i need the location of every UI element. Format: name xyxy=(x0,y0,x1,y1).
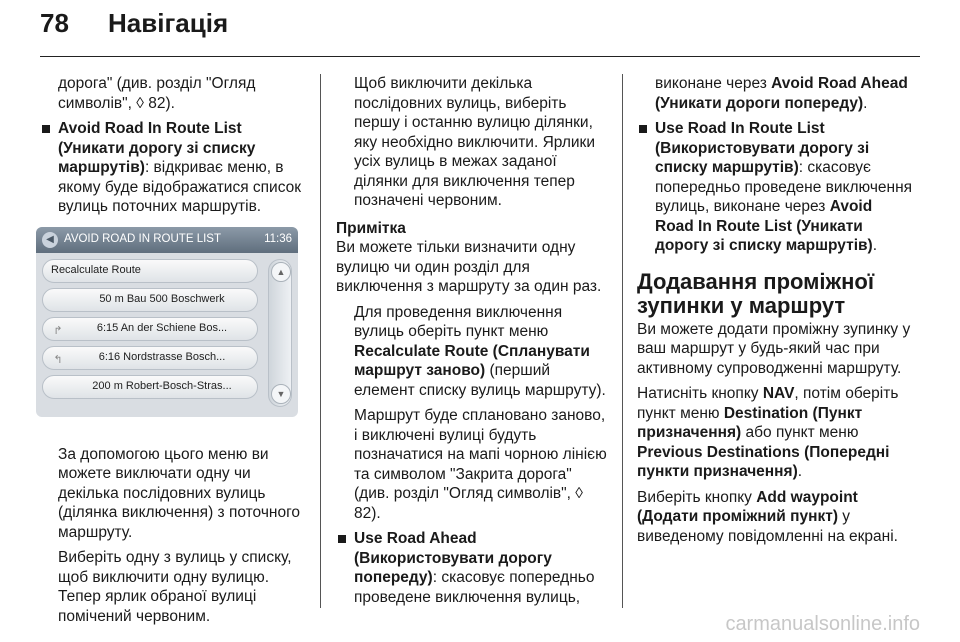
column-2 xyxy=(336,74,608,613)
text-span: Для проведення виключення вулиць оберіть пункт меню xyxy=(354,303,563,340)
list-item-label: 50 m Bau 500 Boschwerk xyxy=(99,292,225,305)
bullet-text: : відкриває меню, в якому буде відображатися список вулиць поточних маршрутів. xyxy=(58,159,302,215)
watermark: carmanualsonline.info xyxy=(725,613,920,635)
list-item xyxy=(42,317,258,341)
bullet-item xyxy=(40,119,306,217)
note-text: Ви можете тільки визначити одну вулицю чи один розділ для виключення з маршруту за один раз. xyxy=(336,239,602,295)
text-span: . xyxy=(797,463,803,480)
paragraph: дорога" (див. розділ "Огляд символів", ◊ 82). xyxy=(58,75,256,112)
text-span: (перший елемент списку вулиць маршруту). xyxy=(354,362,606,399)
blank-icon xyxy=(51,380,65,394)
paragraph xyxy=(336,303,608,401)
bold-term: NAV xyxy=(762,385,795,402)
page-title: Навігація xyxy=(108,8,229,38)
section-title: Додавання проміжної зупинки у маршрут xyxy=(637,268,875,318)
list-item xyxy=(42,375,258,399)
list-item-label: Recalculate Route xyxy=(51,263,141,276)
text-span: виконане через xyxy=(655,75,772,92)
screen-title-bar xyxy=(36,227,298,253)
text-span: або пункт меню xyxy=(741,424,859,441)
text-span: . xyxy=(863,94,868,112)
list-item xyxy=(42,288,258,312)
bold-term: Avoid Road In Route List (Уникати дорогу зі списку маршрутів) xyxy=(58,120,256,176)
scroll-down-icon: ▼ xyxy=(271,384,291,404)
column-separator xyxy=(320,74,321,608)
scroll-up-icon: ▲ xyxy=(271,262,291,282)
turn-icon: ↱ xyxy=(53,324,63,337)
bold-term: Recalculate Route (Спланувати маршрут заново) xyxy=(354,342,590,379)
bullet-item xyxy=(637,119,915,256)
bold-term: Avoid Road Ahead (Уникати дороги попереду) xyxy=(655,75,908,112)
turn-icon: ↰ xyxy=(53,353,63,366)
bold-term: Previous Destinations (Попередні пункти призначення) xyxy=(637,443,890,480)
paragraph: За допомогою цього меню ви можете виключати одну чи декілька послідовних вулиць (ділянка виключення) з поточного маршруту. xyxy=(58,445,301,541)
list-item-label: 6:15 An der Schiene Bos... xyxy=(96,321,228,334)
text-span: у виведеному повідомленні на екрані. xyxy=(637,508,898,545)
column-1 xyxy=(40,74,306,632)
bold-term: Use Road Ahead (Використовувати дорогу попереду) xyxy=(354,530,552,586)
screen-time: 11:36 xyxy=(264,232,292,245)
bold-term: Destination (Пункт призначення) xyxy=(637,404,863,441)
column-3 xyxy=(637,74,915,552)
list-item-label: 200 m Robert-Bosch-Stras... xyxy=(92,379,232,392)
page-header xyxy=(40,8,228,39)
bold-term: Avoid Road In Route List (Уникати дорогу зі списку маршрутів) xyxy=(655,198,873,254)
header-rule xyxy=(40,56,920,57)
scrollbar xyxy=(268,259,292,407)
text-span: Виберіть кнопку xyxy=(637,488,757,506)
note-title: Примітка xyxy=(336,219,406,237)
list-item xyxy=(42,346,258,370)
screen-title: AVOID ROAD IN ROUTE LIST xyxy=(64,232,221,245)
paragraph: Виберіть одну з вулиць у списку, щоб виключити одну вулицю. Тепер ярлик обраної вулиці помічений червоним. xyxy=(58,549,292,625)
blank-icon xyxy=(51,293,65,307)
list-item-label: 6:16 Nordstrasse Bosch... xyxy=(98,350,226,363)
bullet-text: . xyxy=(872,237,878,254)
bold-term: Use Road In Route List (Використовувати дорогу зі списку маршрутів) xyxy=(655,120,870,176)
bullet-text: : скасовує попередньо проведене виключення вулиць, xyxy=(354,569,595,606)
text-span: Натисніть кнопку xyxy=(637,385,763,402)
paragraph: Маршрут буде сплановано заново, і виключені вулиці будуть позначатися на мапі чорною лінією та символом "Закрита дорога" (див. розділ "Огляд символів", ◊ 82). xyxy=(354,407,607,522)
bold-term: Add waypoint (Додати проміжний пункт) xyxy=(637,488,858,525)
column-separator xyxy=(622,74,623,608)
bullet-item xyxy=(336,529,608,607)
text-span: , потім оберіть пункт меню xyxy=(637,385,899,422)
list-item xyxy=(42,259,258,283)
back-icon: ◀ xyxy=(42,232,58,248)
device-screenshot xyxy=(36,227,298,417)
paragraph: Ви можете додати проміжну зупинку у ваш маршрут у будь-який час при активному супроводженні маршруту. xyxy=(637,320,911,377)
paragraph xyxy=(637,488,915,547)
page-number: 78 xyxy=(40,8,69,38)
route-list xyxy=(42,259,258,404)
bullet-text: : скасовує попередньо проведене виключення вулиць, виконане через xyxy=(655,159,913,215)
paragraph xyxy=(637,74,915,113)
paragraph: Щоб виключити декілька послідовних вулиць, виберіть першу і останню вулицю ділянки, яку необхідно виключити. Ярлики усіх вулиць в межах заданої ділянки для виключення тепер позначені червоним. xyxy=(354,75,595,209)
paragraph xyxy=(637,384,915,482)
